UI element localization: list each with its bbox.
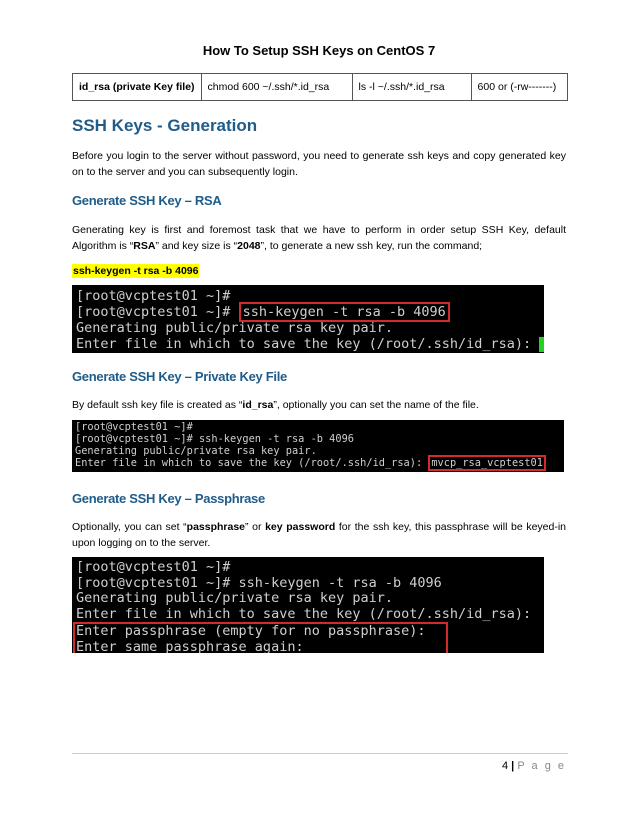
passphrase-paragraph	[72, 519, 566, 551]
terminal-line: Generating public/private rsa key pair.	[76, 590, 393, 606]
pass-text: for the ssh key, this passphrase will be keyed-in upon logging on to the server.	[72, 521, 567, 549]
permissions-table	[72, 73, 568, 101]
page-footer	[502, 760, 566, 772]
terminal-line: [root@vcptest01 ~]# ssh-keygen -t rsa -b 4096	[76, 574, 442, 591]
rsa-text: Generating key is first and foremost task that we have to perform in order setup SSH Key, default Algorithm is “	[72, 224, 566, 252]
highlighted-passphrase-prompts	[73, 622, 448, 653]
highlighted-filename-input: mvcp_rsa_vcptest01	[428, 455, 546, 471]
rsa-keysize: 2048	[237, 240, 261, 252]
rsa-text: ” and key size is “	[155, 240, 238, 252]
terminal-line: Enter same passphrase again:	[76, 638, 304, 653]
cursor-icon	[539, 337, 544, 352]
terminal-prompt: [root@vcptest01 ~]#	[76, 304, 239, 320]
heading-rsa: Generate SSH Key – RSA	[72, 193, 222, 208]
terminal-line: [root@vcptest01 ~]#	[76, 288, 231, 304]
heading-private-key: Generate SSH Key – Private Key File	[72, 369, 287, 384]
highlighted-keygen-command: ssh-keygen -t rsa -b 4096	[239, 302, 450, 322]
terminal-passphrase	[72, 557, 544, 653]
rsa-text: ”, to generate a new ssh key, run the command;	[260, 240, 483, 252]
footer-separator: |	[508, 760, 518, 772]
terminal-line: [root@vcptest01 ~]#	[75, 421, 193, 433]
terminal-line: Generating public/private rsa key pair.	[76, 320, 393, 336]
mode-value: 600 or (-rw-------)	[477, 81, 557, 93]
terminal-line: [root@vcptest01 ~]# ssh-keygen -t rsa -b 4096	[75, 433, 354, 445]
terminal-line: Enter file in which to save the key (/root/.ssh/id_rsa):	[76, 605, 532, 622]
rsa-paragraph	[72, 222, 566, 254]
table-cell-chmod: chmod 600 ~/.ssh/*.id_rsa	[201, 74, 352, 101]
terminal-line	[76, 336, 544, 352]
terminal-prompt-text: Enter file in which to save the key (/root/.ssh/id_rsa):	[75, 457, 429, 469]
terminal-private-key	[72, 420, 564, 472]
intro-paragraph: Before you login to the server without password, you need to generate ssh keys and copy generated key on to the server and you can subsequently login.	[72, 150, 566, 178]
section-title: SSH Keys - Generation	[72, 116, 258, 135]
table-cell-file: id_rsa (private Key file)	[73, 74, 202, 101]
private-filename: id_rsa	[242, 399, 274, 411]
terminal-prompt-text: Enter file in which to save the key (/root/.ssh/id_rsa):	[76, 336, 540, 352]
page-label: P a g e	[517, 760, 566, 772]
private-paragraph	[72, 397, 566, 413]
page-number: 4	[502, 760, 509, 772]
pass-text: Optionally, you can set “	[72, 521, 187, 533]
page-header-title: How To Setup SSH Keys on CentOS 7	[202, 43, 436, 58]
terminal-line: [root@vcptest01 ~]#	[76, 559, 231, 575]
private-text: By default ssh key file is created as “	[72, 399, 243, 411]
heading-passphrase: Generate SSH Key – Passphrase	[72, 491, 265, 506]
terminal-line	[76, 304, 544, 320]
table-row	[73, 74, 568, 101]
terminal-line	[75, 457, 564, 469]
terminal-rsa	[72, 285, 544, 353]
rsa-algorithm: RSA	[133, 240, 156, 252]
pass-keyword: passphrase	[186, 521, 246, 533]
private-text: ”, optionally you can set the name of the file.	[273, 399, 479, 411]
pass-text: ” or	[245, 521, 266, 533]
pass-keyword: key password	[265, 521, 336, 533]
highlighted-command: ssh-keygen -t rsa -b 4096	[73, 265, 199, 277]
footer-divider	[72, 753, 568, 754]
table-cell-ls: ls -l ~/.ssh/*.id_rsa	[352, 74, 471, 101]
terminal-line: Generating public/private rsa key pair.	[75, 445, 317, 457]
table-cell-mode	[471, 74, 567, 101]
terminal-line: Enter passphrase (empty for no passphrase):	[76, 623, 426, 639]
